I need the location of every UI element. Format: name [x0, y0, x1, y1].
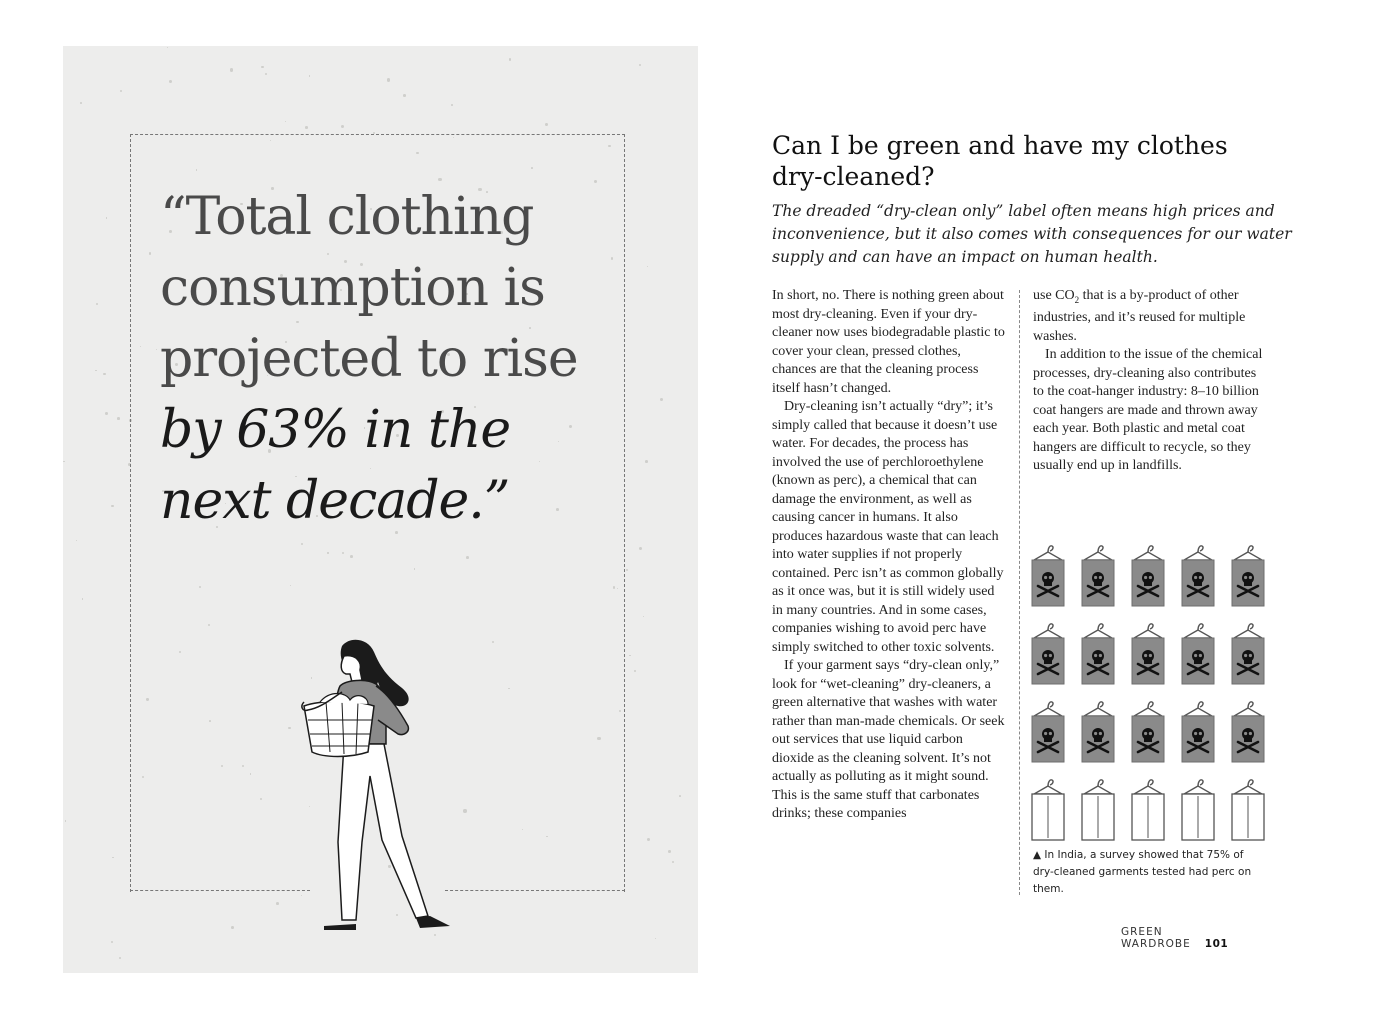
paper-speckle [679, 795, 681, 797]
paper-speckle [63, 461, 65, 463]
paper-speckle [387, 78, 390, 81]
garment-bag-perc-icon [1030, 698, 1066, 764]
garment-bag-perc-icon [1180, 542, 1216, 608]
garment-bag-perc-icon [1230, 698, 1266, 764]
garment-bag-perc-icon [1080, 542, 1116, 608]
garment-bag-perc-icon [1130, 698, 1166, 764]
body-paragraph: In addition to the issue of the chemical processes, dry-cleaning also contributes to the coat-hanger industry: 8–10 billion coat hangers are made and thrown away each year. Both plastic and metal coat hangers are difficult to recycle, so they usually end up in landfills. [1033, 347, 1263, 474]
quote-line-3: projected to rise [160, 329, 578, 389]
paper-speckle [639, 64, 641, 66]
quote-line-4: by 63% in the [160, 400, 511, 460]
page-footer [1121, 926, 1271, 950]
paper-speckle [660, 398, 663, 401]
garment-bag-perc-icon [1180, 620, 1216, 686]
pull-quote [160, 182, 600, 537]
body-column-1 [772, 287, 1007, 824]
paper-speckle [76, 540, 77, 541]
paper-speckle [434, 934, 437, 937]
paper-speckle [647, 838, 650, 841]
garment-bag-perc-icon [1030, 542, 1066, 608]
paper-speckle [545, 123, 548, 126]
quote-line-2: consumption is [160, 258, 545, 318]
garment-bag-perc-icon [1130, 620, 1166, 686]
co2-subscript: 2 [1074, 294, 1080, 305]
body-paragraph: Dry-cleaning isn’t actually “dry”; it’s simply called that because it doesn’t use water. For decades, the process has involved the use of perchloroethylene (known as perc), a chemical that can damage the environment, as well as causing cancer in humans. It also produces hazardous waste that can leach into water supplies if not properly contained. Perc isn’t as common globally as it once was, but it is still widely used in many countries. And in some cases, companies wishing to avoid perc have simply switched to other toxic solvents. [772, 399, 1004, 655]
garment-bag-perc-icon [1130, 542, 1166, 608]
perc-garment-infographic [1030, 542, 1280, 842]
quote-frame-bottom-right [445, 890, 625, 891]
paper-speckle [509, 58, 512, 61]
paper-speckle [309, 75, 311, 77]
garment-bag-perc-icon [1080, 620, 1116, 686]
paper-speckle [668, 850, 671, 853]
paper-speckle [80, 102, 82, 104]
paper-speckle [230, 68, 233, 71]
column-divider [1019, 290, 1020, 895]
paper-speckle [305, 126, 308, 129]
paper-speckle [672, 861, 674, 863]
paper-speckle [265, 73, 268, 76]
garment-bag-clean-icon [1080, 776, 1116, 842]
paper-speckle [105, 412, 108, 415]
paper-speckle [276, 902, 279, 905]
garment-bag-perc-icon [1230, 542, 1266, 608]
paper-speckle [285, 121, 286, 122]
paper-speckle [639, 547, 642, 550]
paper-speckle [169, 80, 172, 83]
paper-speckle [231, 926, 234, 929]
garment-bag-clean-icon [1130, 776, 1166, 842]
paper-speckle [655, 938, 656, 939]
paper-speckle [103, 373, 105, 375]
paper-speckle [647, 266, 648, 267]
article-title: Can I be green and have my clothes dry-cleaned? [772, 131, 1228, 191]
page-number: 101 [1204, 938, 1229, 950]
paper-speckle [403, 94, 406, 97]
paper-speckle [261, 66, 263, 68]
paper-speckle [629, 655, 630, 656]
paper-speckle [626, 569, 628, 571]
co2-text: use CO [1033, 288, 1075, 303]
paper-speckle [95, 370, 97, 372]
quote-frame-bottom-left [130, 890, 310, 891]
garment-bag-clean-icon [1030, 776, 1066, 842]
garment-bag-perc-icon [1030, 620, 1066, 686]
paper-speckle [65, 820, 66, 821]
garment-bag-clean-icon [1180, 776, 1216, 842]
body-paragraph: If your garment says “dry-clean only,” look for “wet-cleaning” dry-cleaners, a green alternative that washes with water rather than man-made chemicals. Or seek out services that use liquid carbon dioxide as the cleaning solvent. It’s not actually as polluting as it might sound. This is the same stuff that carbonates drinks; these companies [772, 658, 1005, 821]
paper-speckle [341, 125, 344, 128]
paper-speckle [96, 303, 98, 305]
paper-speckle [451, 104, 453, 106]
quote-line-1: “Total clothing [160, 187, 534, 247]
garment-bag-perc-icon [1080, 698, 1116, 764]
paper-speckle [111, 941, 113, 943]
infographic-caption: ▲ In India, a survey showed that 75% of dry-cleaned garments tested had perc on them. [1033, 849, 1252, 895]
quote-line-5: next decade.” [160, 471, 510, 531]
woman-with-laundry-basket-illustration [290, 636, 460, 932]
garment-bag-perc-icon [1230, 620, 1266, 686]
article-intro: The dreaded “dry-clean only” label often means high prices and inconvenience, but it also comes with consequences for our water supply and can have an impact on human health. [772, 202, 1292, 266]
body-paragraph: In short, no. There is nothing green about most dry-cleaning. Even if your dry-cleaner now uses biodegradable plastic to cover your clean, pressed clothes, chances are that the cleaning process itself hasn’t changed. [772, 288, 1005, 396]
paper-speckle [645, 460, 648, 463]
paper-speckle [119, 957, 121, 959]
co2-text-rest: that is a by-product of other industries, and it’s reused for multiple washes. [1033, 288, 1246, 344]
garment-bag-clean-icon [1230, 776, 1266, 842]
garment-bag-perc-icon [1180, 698, 1216, 764]
body-column-2 [1033, 287, 1268, 476]
paper-speckle [82, 598, 84, 600]
footer-section-name: GREEN WARDROBE [1121, 926, 1191, 950]
paper-speckle [120, 90, 122, 92]
paper-speckle [112, 857, 114, 859]
paper-speckle [117, 417, 120, 420]
paper-speckle [111, 505, 114, 508]
body-paragraph [1033, 287, 1268, 346]
paper-speckle [167, 47, 168, 48]
paper-speckle [634, 670, 636, 672]
paper-speckle [643, 616, 644, 617]
paper-speckle [106, 217, 107, 218]
